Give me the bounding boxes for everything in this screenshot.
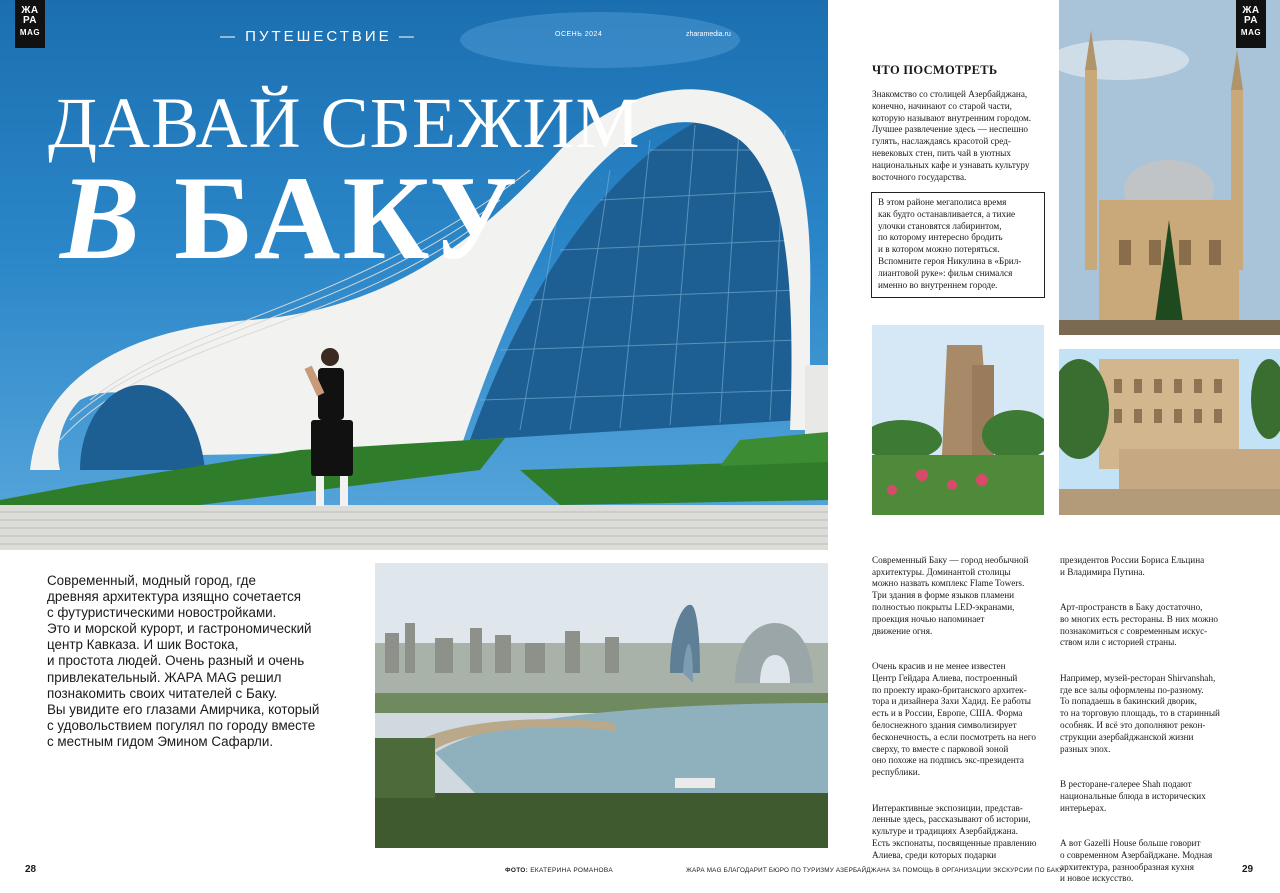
intro-paragraph: Современный, модный город, где древняя архитектура изящно сочетается с футуристическими новостройками. Это и морской курорт, и гастрономический центр Кавказа. И шик Востока, и простота людей. Очень разный и очень привлекательный. ЖАРА MAG решил познакомить своих читателей с Баку. Вы увидите его глазами Амирчика, который с удовольствием погулял по городу вместе с местным гидом Эмином Сафарли.	[47, 573, 320, 749]
photo-credit	[505, 867, 613, 874]
page-number-left: 28	[25, 864, 37, 875]
article-column-b	[1060, 543, 1250, 893]
old-city-photo	[1059, 349, 1280, 515]
column-b-paragraph-5: А вот Gazelli House больше говорит о современном Азербайджане. Модная архитектура, разнообразная кухня и новое искусство.	[1060, 837, 1213, 884]
mosque-photo	[1059, 0, 1280, 335]
headline-line-1: ДАВАЙ СБЕЖИМ	[48, 83, 641, 163]
what-to-see-title: ЧТО ПОСМОТРЕТЬ	[872, 63, 998, 77]
site-url: zharamedia.ru	[686, 31, 731, 38]
page-number-right: 29	[1242, 864, 1254, 875]
headline-word-baku: БАКУ	[174, 151, 520, 284]
zhara-logo: ЖА РА MAG	[15, 0, 45, 48]
column-a-paragraph-2: Очень красив и не менее известен Центр Гейдара Алиева, построенный по проекту ирако-британского архитек- тора и дизайнера Захи Хадид. Ее работы есть и в России, Европе, США. Форма белоснежного здания символизирует бесконечность, а если посмотреть на него сверху, то вместе с парковой зоной оно похоже на подпись экс-президента республики.	[872, 660, 1036, 778]
headline-word-in: В	[60, 151, 143, 284]
column-b-paragraph-3: Например, музей-ресторан Shirvanshah, где все залы оформлены по-разному. То попадаешь в бакинский дворик, то на торговую площадь, то в старинный особняк. И всё это дополняют рекон- струкции азербайджанской жизни разных эпох.	[1060, 672, 1220, 754]
credit-name: ЕКАТЕРИНА РОМАНОВА	[530, 867, 613, 874]
baku-skyline-photo	[375, 563, 828, 848]
column-b-paragraph-2: Арт-пространств в Баку достаточно, во многих есть рестораны. В них можно познакомиться с современным искус- ством или с историей страны.	[1060, 601, 1218, 648]
headline-line-2	[60, 151, 520, 284]
quote-box: В этом районе мегаполиса время как будто останавливается, а тихие улочки становятся лабиринтом, по которому интересно бродить и в котором можно потеряться. Вспомните героя Никулина в «Брил- лиантовой руке»: фильм снимался именно во внутреннем городе.	[871, 192, 1045, 298]
credit-label: ФОТО:	[505, 867, 529, 874]
section-label: — ПУТЕШЕСТВИЕ —	[220, 28, 417, 45]
article-column-a	[872, 543, 1050, 885]
zhara-logo-right: ЖА РА MAG	[1236, 0, 1266, 48]
what-to-see-body: Знакомство со столицей Азербайджана, конечно, начинают со старой части, которую называют внутренним городом. Лучшее развлечение здесь — неспешно гулять, наслаждаясь красотой сред- невековых стен, пить чай в уютных национальных кафе и узнавать культуру восточного государства.	[872, 89, 1032, 182]
maiden-tower-photo	[872, 325, 1044, 515]
column-a-paragraph-3: Интерактивные экспозиции, представ- ленные здесь, рассказывают об истории, культуре и традициях Азербайджана. Есть экспонаты, посвященные правлению Алиева, среди которых подарки	[872, 802, 1037, 860]
issue-date: ОСЕНЬ 2024	[555, 31, 603, 38]
column-a-paragraph-1: Современный Баку — город необычной архитектуры. Доминантой столицы можно назвать комплекс Flame Towers. Три здания в форме языков пламени полностью покрыты LED-экранами, проекция ночью напоминает движение огня.	[872, 554, 1029, 636]
thanks-line: ЖАРА MAG БЛАГОДАРИТ БЮРО ПО ТУРИЗМУ АЗЕРБАЙДЖАНА ЗА ПОМОЩЬ В ОРГАНИЗАЦИИ ЭКСКУРСИИ ПО БАКУ	[686, 867, 1064, 874]
column-b-paragraph-4: В ресторане-галерее Shah подают национальные блюда в исторических интерьерах.	[1060, 778, 1206, 813]
column-b-paragraph-1: президентов России Бориса Ельцина и Владимира Путина.	[1060, 554, 1205, 577]
